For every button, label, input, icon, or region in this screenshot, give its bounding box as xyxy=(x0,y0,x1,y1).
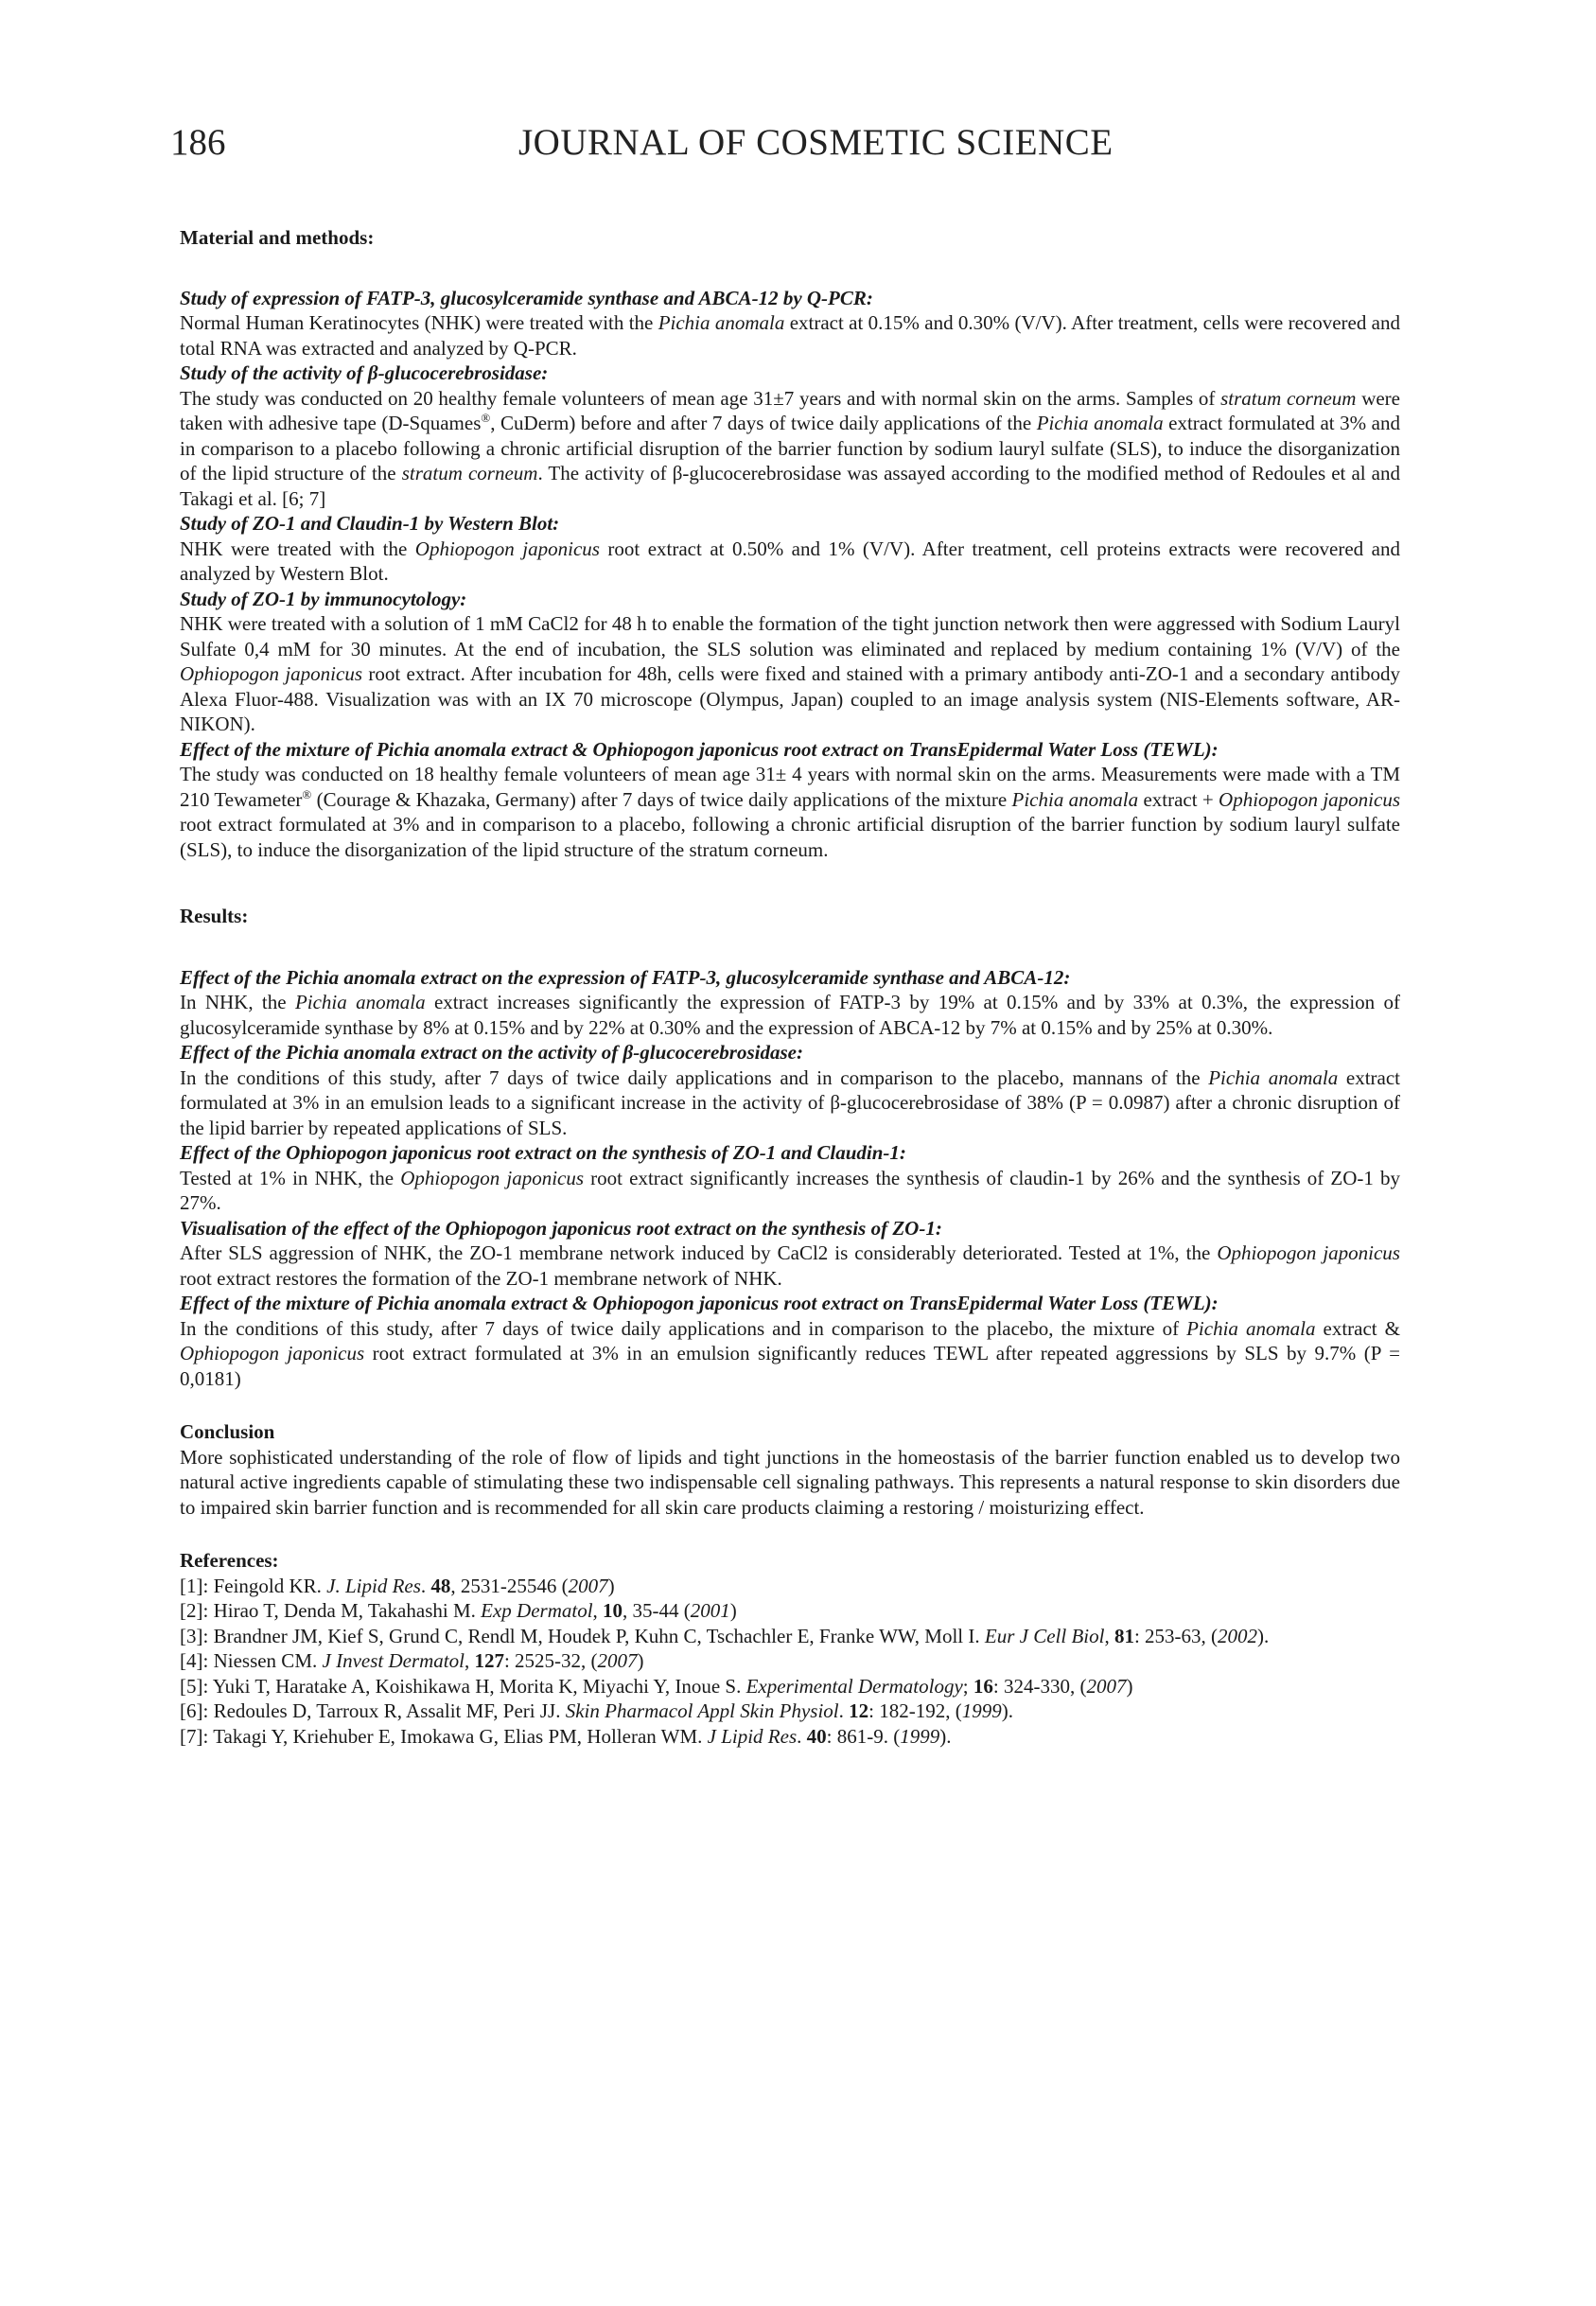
reference-item: [2]: Hirao T, Denda M, Takahashi M. Exp Dermatol, 10, 35-44 (2001) xyxy=(180,1599,737,1622)
materials-section xyxy=(180,225,1400,862)
reference-item: [7]: Takagi Y, Kriehuber E, Imokawa G, Elias PM, Holleran WM. J Lipid Res. 40: 861-9. (1999). xyxy=(180,1724,952,1748)
references-title: References: xyxy=(180,1549,279,1572)
result-5-heading: Effect of the mixture of Pichia anomala extract & Ophiopogon japonicus root extract on TransEpidermal Water Loss (TEWL): xyxy=(180,1292,1219,1314)
reference-item: [1]: Feingold KR. J. Lipid Res. 48, 2531-25546 (2007) xyxy=(180,1574,615,1597)
conclusion-title: Conclusion xyxy=(180,1420,275,1443)
result-1-heading: Effect of the Pichia anomala extract on the expression of FATP-3, glucosylceramide synthase and ABCA-12: xyxy=(180,965,1071,989)
result-1-text: In NHK, the Pichia anomala extract increases significantly the expression of FATP-3 by 19% at 0.15% and by 33% at 0.3%, the expression of glucosylceramide synthase by 8% at 0.15% and by 22% at 0.30% and the expression of ABCA-12 by 7% at 0.15% and by 25% at 0.30%. xyxy=(180,991,1400,1039)
method-5-heading: Effect of the mixture of Pichia anomala extract & Ophiopogon japonicus root extract on TransEpidermal Water Loss (TEWL): xyxy=(180,737,1219,761)
method-1-heading: Study of expression of FATP-3, glucosylceramide synthase and ABCA-12 by Q-PCR: xyxy=(180,286,873,309)
conclusion-text: More sophisticated understanding of the role of flow of lipids and tight junctions in the homeostasis of the barrier function enabled us to develop two natural active ingredients capable of stimulating these two indispensable cell signaling pathways. This represents a natural response to skin disorders due to impaired skin barrier function and is recommended for all skin care products claiming a restoring / moisturizing effect. xyxy=(180,1445,1400,1519)
result-4-text: After SLS aggression of NHK, the ZO-1 membrane network induced by CaCl2 is considerably deteriorated. Tested at 1%, the Ophiopogon japonicus root extract restores the formation of the ZO-1 membrane network of NHK. xyxy=(180,1241,1400,1290)
result-3-heading: Effect of the Ophiopogon japonicus root extract on the synthesis of ZO-1 and Claudin-1: xyxy=(180,1141,906,1164)
materials-title: Material and methods: xyxy=(180,226,375,249)
references-section xyxy=(180,1548,1400,1749)
reference-item: [6]: Redoules D, Tarroux R, Assalit MF, Peri JJ. Skin Pharmacol Appl Skin Physiol. 12: 182-192, (1999). xyxy=(180,1699,1013,1722)
result-5-text: In the conditions of this study, after 7 days of twice daily applications and in comparison to the placebo, the mixture of Pichia anomala extract & Ophiopogon japonicus root extract formulated at 3% in an emulsion significantly reduces TEWL after repeated aggressions by SLS by 9.7% (P = 0,0181) xyxy=(180,1316,1400,1390)
method-4-heading: Study of ZO-1 by immunocytology: xyxy=(180,587,467,610)
method-4-text: NHK were treated with a solution of 1 mM CaCl2 for 48 h to enable the formation of the tight junction network then were aggressed with Sodium Lauryl Sulfate 0,4 mM for 30 minutes. At the end of incubation, the SLS solution was eliminated and replaced by medium containing 1% (V/V) of the Ophiopogon japonicus root extract. After incubation for 48h, cells were fixed and stained with a primary antibody anti-ZO-1 and a secondary antibody Alexa Fluor-488. Visualization was with an IX 70 microscope (Olympus, Japan) coupled to an image analysis system (NIS-Elements software, AR-NIKON). xyxy=(180,612,1400,735)
results-section xyxy=(180,904,1400,1391)
result-3-text: Tested at 1% in NHK, the Ophiopogon japonicus root extract significantly increases the synthesis of claudin-1 by 26% and the synthesis of ZO-1 by 27%. xyxy=(180,1166,1400,1214)
result-4-heading: Visualisation of the effect of the Ophiopogon japonicus root extract on the synthesis of ZO-1: xyxy=(180,1216,942,1240)
reference-item: [3]: Brandner JM, Kief S, Grund C, Rendl M, Houdek P, Kuhn C, Tschachler E, Franke WW, Moll I. Eur J Cell Biol, 81: 253-63, (2002). xyxy=(180,1624,1270,1647)
reference-list xyxy=(180,1574,1400,1750)
running-head xyxy=(170,121,1400,178)
article-body xyxy=(180,225,1400,1749)
reference-item: [5]: Yuki T, Haratake A, Koishikawa H, Morita K, Miyachi Y, Inoue S. Experimental Dermatology; 16: 324-330, (2007) xyxy=(180,1674,1133,1698)
method-3-text: NHK were treated with the Ophiopogon japonicus root extract at 0.50% and 1% (V/V). After treatment, cell proteins extracts were recovered and analyzed by Western Blot. xyxy=(180,537,1400,585)
reference-item: [4]: Niessen CM. J Invest Dermatol, 127: 2525-32, (2007) xyxy=(180,1649,644,1672)
method-2-text: The study was conducted on 20 healthy female volunteers of mean age 31±7 years and with normal skin on the arms. Samples of stratum corneum were taken with adhesive tape (D-Squames®, CuDerm) before and after 7 days of twice daily applications of the Pichia anomala extract formulated at 3% and in comparison to a placebo following a chronic artificial disruption of the barrier function by sodium lauryl sulfate (SLS), to induce the disorganization of the lipid structure of the stratum corneum. The activity of β-glucocerebrosidase was assayed according to the modified method of Redoules et al and Takagi et al. [6; 7] xyxy=(180,386,1400,510)
method-3-heading: Study of ZO-1 and Claudin-1 by Western Blot: xyxy=(180,512,560,535)
method-5-text: The study was conducted on 18 healthy female volunteers of mean age 31± 4 years with normal skin on the arms. Measurements were made with a TM 210 Tewameter® (Courage & Khazaka, Germany) after 7 days of twice daily applications of the mixture Pichia anomala extract + Ophiopogon japonicus root extract formulated at 3% and in comparison to a placebo, following a chronic artificial disruption of the barrier function by sodium lauryl sulfate (SLS), to induce the disorganization of the lipid structure of the stratum corneum. xyxy=(180,763,1400,861)
page-number: 186 xyxy=(170,122,226,163)
results-title: Results: xyxy=(180,905,249,927)
result-2-heading: Effect of the Pichia anomala extract on the activity of β-glucocerebrosidase: xyxy=(180,1041,803,1064)
journal-title: JOURNAL OF COSMETIC SCIENCE xyxy=(518,122,1114,163)
conclusion-section xyxy=(180,1419,1400,1520)
result-2-text: In the conditions of this study, after 7 days of twice daily applications and in comparison to the placebo, mannans of the Pichia anomala extract formulated at 3% in an emulsion leads to a significant increase in the activity of β-glucocerebrosidase of 38% (P = 0.0987) after a chronic disruption of the lipid barrier by repeated applications of SLS. xyxy=(180,1065,1401,1139)
method-2-heading: Study of the activity of β-glucocerebrosidase: xyxy=(180,361,549,384)
method-1-text: Normal Human Keratinocytes (NHK) were treated with the Pichia anomala extract at 0.15% and 0.30% (V/V). After treatment, cells were recovered and total RNA was extracted and analyzed by Q-PCR. xyxy=(180,311,1401,360)
